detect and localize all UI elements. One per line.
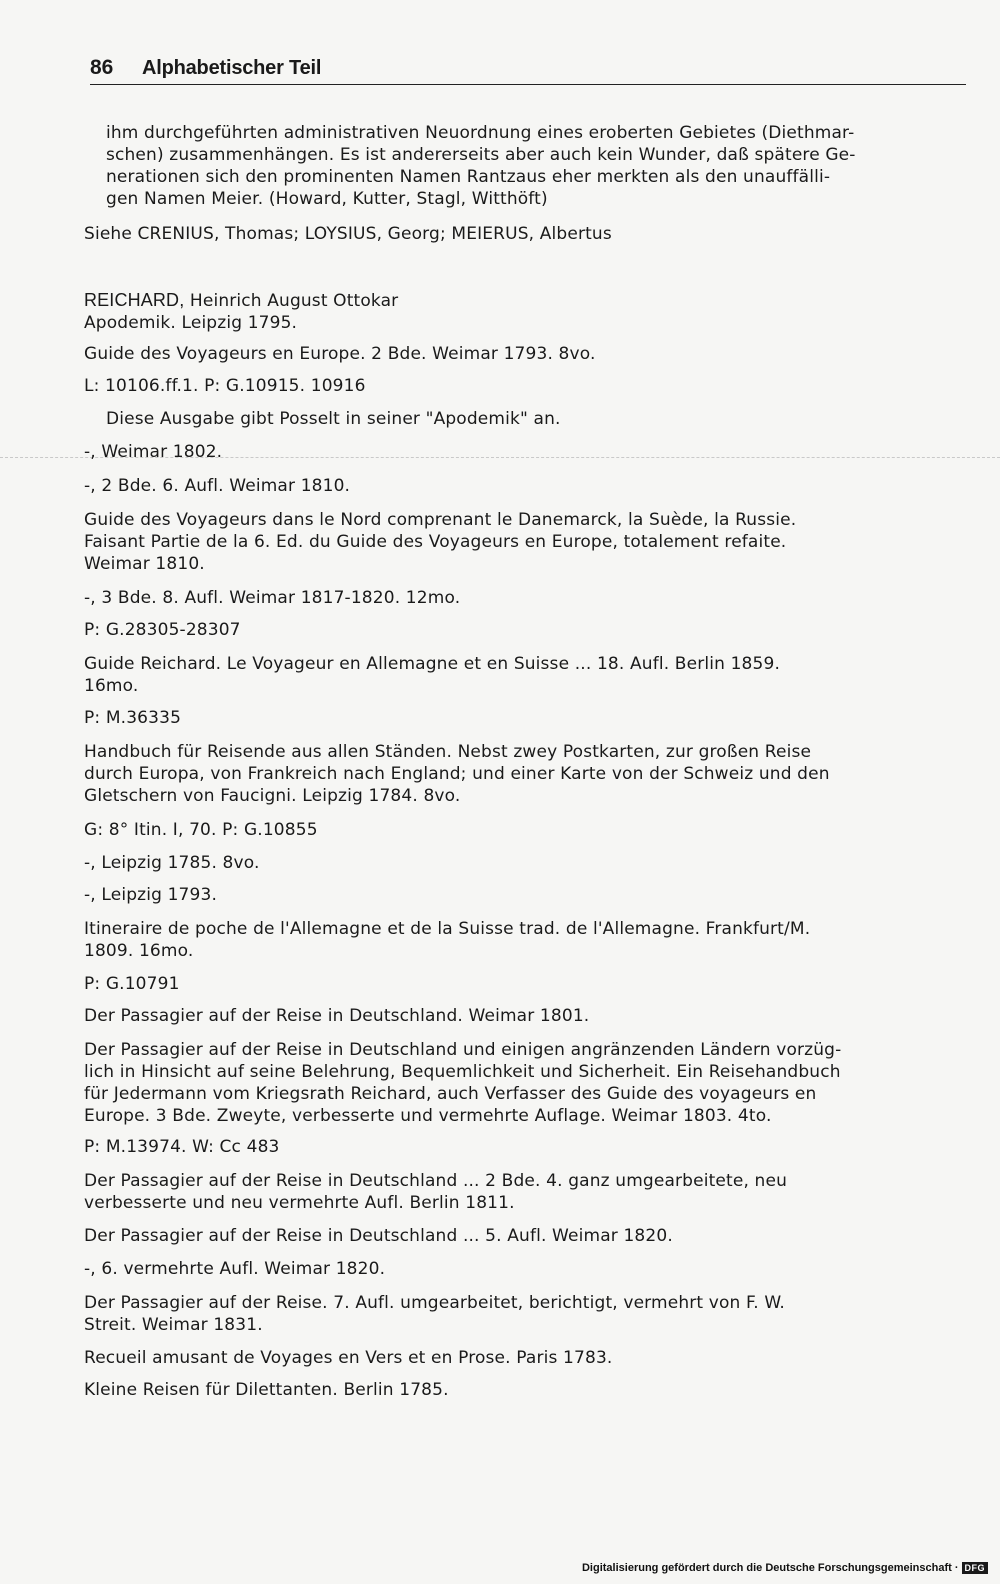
bibliography-entry [84,587,964,609]
bibliography-entry [84,1005,964,1027]
text-line: Guide des Voyageurs dans le Nord comprenant le Danemarck, la Suède, la Russie. [84,510,797,530]
text-line: -, 2 Bde. 6. Aufl. Weimar 1810. [84,476,351,496]
author-given-names: Heinrich August Ottokar [184,291,399,311]
text-line: 16mo. [84,676,139,696]
text-line: nerationen sich den prominenten Namen Rantzaus eher merkten als den unauffälli- [106,167,831,187]
text-line: P: M.13974. W: Cc 483 [84,1137,280,1157]
library-signature [84,1136,964,1158]
library-signature [84,973,964,995]
text-line: Itineraire de poche de l'Allemagne et de la Suisse trad. de l'Allemagne. Frankfurt/M. [84,919,811,939]
bibliography-entry [84,1347,964,1369]
bibliography-entry [84,475,964,497]
text-line: verbesserte und neu vermehrte Aufl. Berlin 1811. [84,1193,515,1213]
bibliography-entry [84,509,964,575]
bibliography-entry [84,741,964,807]
bibliography-entry [84,441,964,463]
text-line: Diese Ausgabe gibt Posselt in seiner "Apodemik" an. [106,409,561,429]
text-line: Kleine Reisen für Dilettanten. Berlin 1785. [84,1380,449,1400]
text-line: Der Passagier auf der Reise in Deutschland ... 2 Bde. 4. ganz umgearbeitete, neu [84,1171,788,1191]
bibliography-entry [84,1292,964,1336]
text-line: 1809. 16mo. [84,941,194,961]
text-line: Handbuch für Reisende aus allen Ständen. Nebst zwey Postkarten, zur großen Reise [84,742,812,762]
library-signature [84,819,964,841]
see-also-reference [84,223,964,245]
bibliography-entry [84,1170,964,1214]
annotation [84,408,986,430]
bibliography-entry [84,884,964,906]
text-line: P: M.36335 [84,708,182,728]
text-line: -, 6. vermehrte Aufl. Weimar 1820. [84,1259,386,1279]
text-line: Guide Reichard. Le Voyageur en Allemagne et en Suisse ... 18. Aufl. Berlin 1859. [84,654,781,674]
author-work: Apodemik. Leipzig 1795. [84,313,298,333]
text-line: durch Europa, von Frankreich nach England; und einer Karte von der Schweiz und den [84,764,830,784]
bibliography-entry [84,1258,964,1280]
text-line: Gletschern von Faucigni. Leipzig 1784. 8vo. [84,786,461,806]
text-line: Weimar 1810. [84,554,205,574]
bibliography-entry [84,1379,964,1401]
text-line: -, 3 Bde. 8. Aufl. Weimar 1817-1820. 12mo. [84,588,461,608]
text-line: Der Passagier auf der Reise in Deutschland. Weimar 1801. [84,1006,590,1026]
author-heading [84,289,964,334]
text-line: für Jedermann vom Kriegsrath Reichard, auch Verfasser des Guide des voyageurs en [84,1084,817,1104]
bibliography-entry [84,852,964,874]
text-line: P: G.28305-28307 [84,620,241,640]
text-line: -, Leipzig 1793. [84,885,217,905]
digitization-credit [582,1562,988,1574]
see-also-text: Siehe CRENIUS, Thomas; LOYSIUS, Georg; MEIERUS, Albertus [84,224,612,244]
text-line: Der Passagier auf der Reise in Deutschland und einigen angränzenden Ländern vorzüg- [84,1040,842,1060]
bibliography-entry [84,1039,964,1127]
text-line: P: G.10791 [84,974,180,994]
text-line: Recueil amusant de Voyages en Vers et en Prose. Paris 1783. [84,1348,613,1368]
text-line: G: 8° Itin. I, 70. P: G.10855 [84,820,318,840]
intro-paragraph [84,122,964,210]
text-line: Streit. Weimar 1831. [84,1315,263,1335]
bibliography-entry [84,653,964,697]
text-line: Der Passagier auf der Reise. 7. Aufl. umgearbeitet, berichtigt, vermehrt von F. W. [84,1293,785,1313]
text-line: L: 10106.ff.1. P: G.10915. 10916 [84,376,366,396]
page-number: 86 [90,56,114,79]
text-line: Der Passagier auf der Reise in Deutschland ... 5. Aufl. Weimar 1820. [84,1226,673,1246]
text-line: -, Leipzig 1785. 8vo. [84,853,260,873]
library-signature [84,619,964,641]
credit-text: Digitalisierung gefördert durch die Deutsche Forschungsgemeinschaft · [581,1561,959,1574]
bibliography-entry [84,343,964,365]
bibliography-entry [84,918,964,962]
text-line: -, Weimar 1802. [84,442,223,462]
text-line: lich in Hinsicht auf seine Belehrung, Bequemlichkeit und Sicherheit. Ein Reisehandbuch [84,1062,841,1082]
text-line: Faisant Partie de la 6. Ed. du Guide des Voyageurs en Europe, totalement refaite. [84,532,787,552]
page-header [90,54,966,85]
dfg-logo: DFG [962,1562,989,1574]
text-line: schen) zusammenhängen. Es ist andererseits aber auch kein Wunder, daß spätere Ge- [106,145,856,165]
bibliography-entry [84,1225,964,1247]
running-title: Alphabetischer Teil [142,57,322,79]
text-line: Europe. 3 Bde. Zweyte, verbesserte und vermehrte Auflage. Weimar 1803. 4to. [84,1106,772,1126]
library-signature [84,707,964,729]
text-line: Guide des Voyageurs en Europe. 2 Bde. Weimar 1793. 8vo. [84,344,596,364]
text-line: ihm durchgeführten administrativen Neuordnung eines eroberten Gebietes (Diethmar- [106,123,855,143]
author-surname: REICHARD, [84,290,185,310]
text-line: gen Namen Meier. (Howard, Kutter, Stagl, Witthöft) [106,189,548,209]
library-signature [84,375,964,397]
